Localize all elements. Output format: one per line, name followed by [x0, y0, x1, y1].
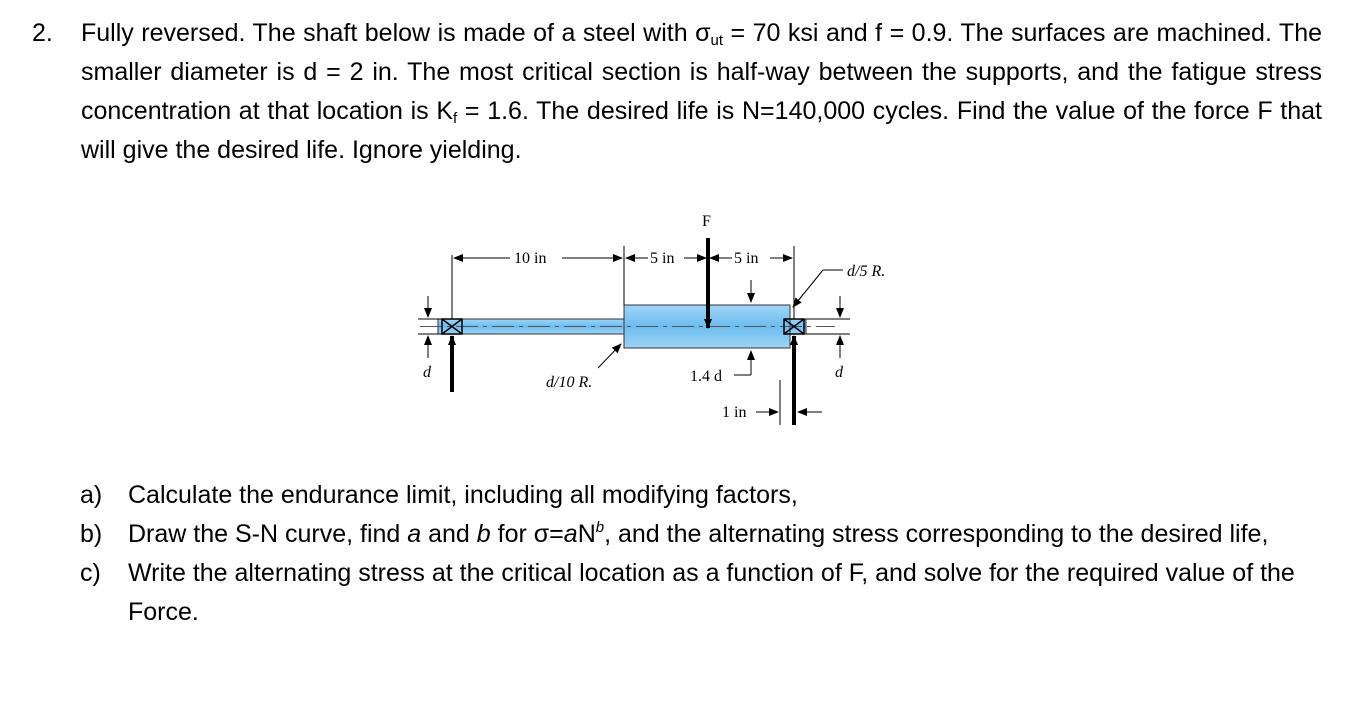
problem-text: Fully reversed. The shaft below is made of a steel with $\sigma_{ut} = 70$ ksi and f = 0.9. The surfaces are machined. The smaller diameter is d = 2 in. The most critical section is half-way between the supports, and the fatigue stress concentration at that location is $K_f = 1.6$. The desired life is N=140,000 cycles. Find the value of the force F that will give the desired life. Ignore yielding.	[81, 19, 1323, 164]
question-label: a)	[80, 481, 103, 509]
d-left-label: d	[423, 364, 431, 381]
dim-1in-label: 1 in	[722, 404, 747, 421]
force-label: F	[702, 213, 711, 230]
question-b	[80, 515, 1310, 554]
question-text: Calculate the endurance limit, including all modifying factors,	[128, 481, 798, 509]
question-a	[80, 476, 1310, 515]
question-text: Draw the S-N curve, find a and b for $\sigma=aN^b$, and the alternating stress corresponding to the desired life,	[128, 519, 1269, 548]
dim-10in-label: 10 in	[514, 250, 547, 267]
problem-number: 2.	[32, 19, 53, 47]
question-label: b)	[80, 520, 103, 548]
fillet-left-label: d/10 R.	[546, 374, 593, 391]
d-right-label: d	[835, 364, 843, 381]
fillet-right-leader	[793, 270, 823, 307]
question-text: Write the alternating stress at the critical location as a function of F, and solve for the required value of the Force.	[128, 559, 1295, 626]
questions-list	[80, 476, 1310, 632]
question-c	[80, 554, 1310, 632]
dim-5in-left-label: 5 in	[650, 250, 675, 267]
question-label: c)	[80, 559, 101, 587]
big-diameter-label: 1.4 d	[690, 368, 722, 385]
fillet-right-label: d/5 R.	[847, 263, 886, 280]
dim-5in-right-label: 5 in	[734, 250, 759, 267]
fillet-left-leader	[598, 344, 621, 368]
